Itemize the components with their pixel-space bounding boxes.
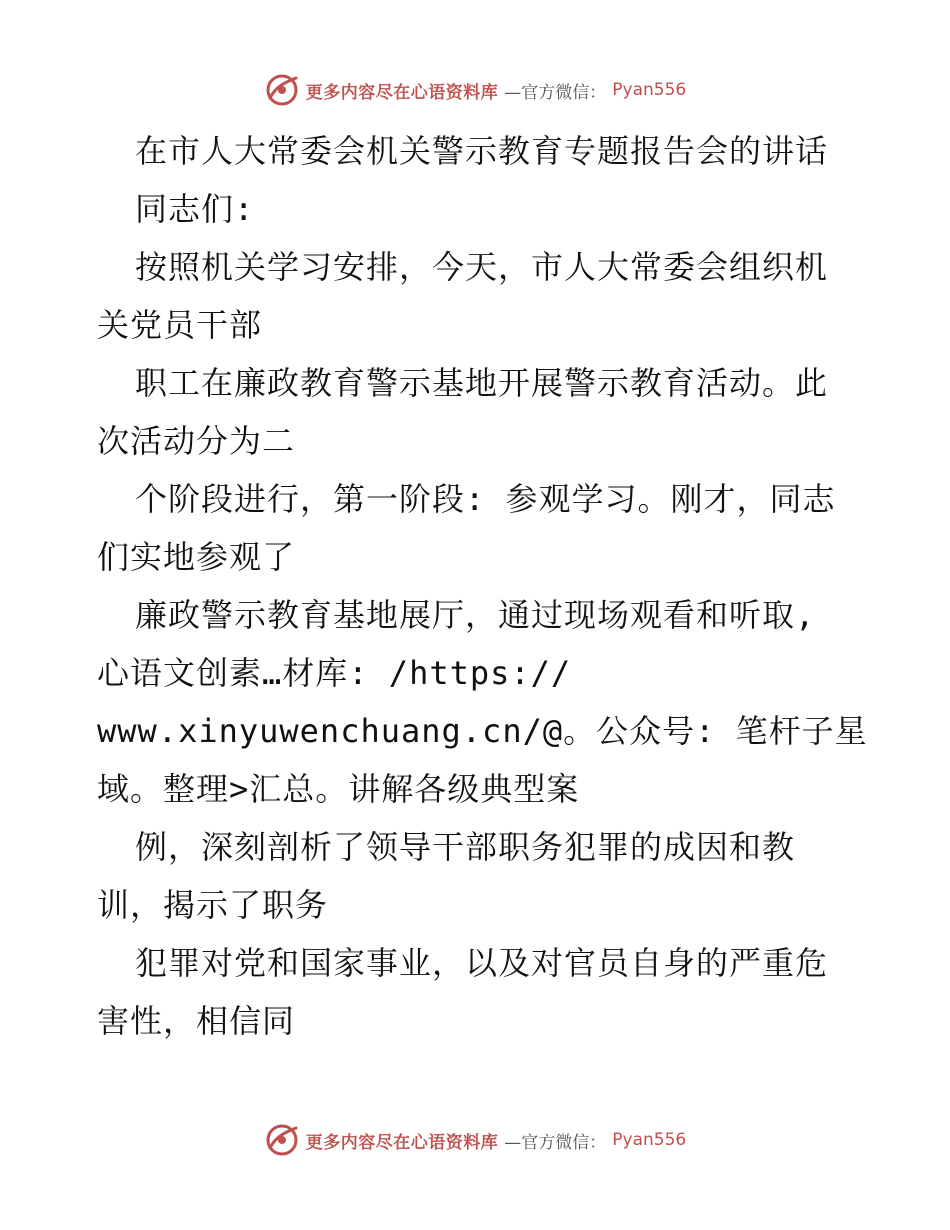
banner-wechat-id: Pyan556 (612, 1130, 687, 1150)
banner-title: 更多内容尽在心语资料库 (305, 82, 499, 103)
paragraph-line: 心语文创素…材库: /https:// (97, 654, 572, 692)
paragraph-line: 们实地参观了 (97, 538, 296, 576)
banner-separator: —官方微信： (504, 1132, 607, 1153)
brush-seal-icon (264, 1122, 300, 1158)
paragraph-line: 关党员干部 (97, 306, 263, 344)
banner-title: 更多内容尽在心语资料库 (305, 1132, 499, 1153)
footer-banner (0, 1120, 950, 1160)
paragraph-line: 廉政警示教育基地展厅，通过现场观看和听取, (135, 596, 816, 634)
paragraph-line: 害性，相信同 (97, 1002, 296, 1040)
paragraph-line: 职工在廉政教育警示基地开展警示教育活动。此 (135, 364, 829, 402)
doc-title: 在市人大常委会机关警示教育专题报告会的讲话 (135, 132, 829, 170)
paragraph-line: 例，深刻剖析了领导干部职务犯罪的成因和教 (135, 828, 796, 866)
paragraph-line: 次活动分为二 (97, 422, 296, 460)
document-body (97, 122, 868, 1050)
paragraph-line: 个阶段进行，第一阶段: 参观学习。刚才，同志 (135, 480, 836, 518)
salutation: 同志们: (135, 190, 255, 228)
paragraph-line: www.xinyuwenchuang.cn/@。公众号: 笔杆子星 (97, 712, 868, 750)
paragraph-line: 域。整理>汇总。讲解各级典型案 (97, 770, 580, 808)
header-banner (0, 70, 950, 110)
paragraph-line: 犯罪对党和国家事业，以及对官员自身的严重危 (135, 944, 829, 982)
banner-wechat-id: Pyan556 (612, 80, 687, 100)
banner-separator: —官方微信： (504, 82, 607, 103)
paragraph-line: 按照机关学习安排，今天，市人大常委会组织机 (135, 248, 829, 286)
paragraph-line: 训，揭示了职务 (97, 886, 329, 924)
brush-seal-icon (264, 72, 300, 108)
